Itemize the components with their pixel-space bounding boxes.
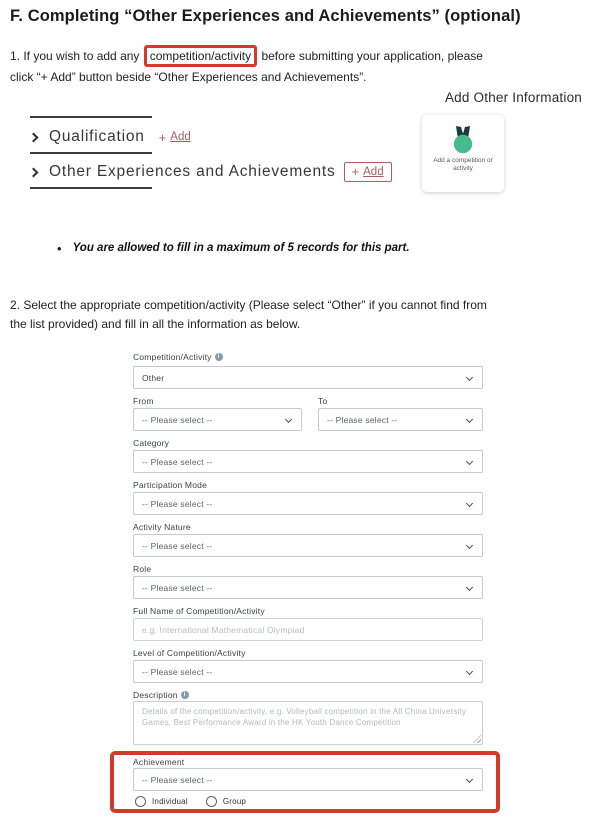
accordion-other-experiences[interactable] (30, 160, 392, 184)
select-chevron-icon (466, 458, 473, 465)
instruction-step-2 (10, 296, 595, 334)
level-label: Level of Competition/Activity (133, 648, 246, 658)
activity-nature-select[interactable]: -- Please select -- (133, 534, 483, 557)
add-other-experiences-link[interactable] (344, 162, 392, 182)
competition-activity-highlight-box (144, 45, 257, 67)
role-label: Role (133, 564, 152, 574)
select-chevron-icon (466, 542, 473, 549)
chevron-right-icon (29, 167, 39, 177)
achievement-select[interactable]: -- Please select -- (133, 768, 483, 791)
from-select[interactable]: -- Please select -- (133, 408, 302, 431)
participation-mode-select[interactable]: -- Please select -- (133, 492, 483, 515)
achievement-highlight-box (110, 751, 500, 813)
select-chevron-icon (466, 416, 473, 423)
full-name-label: Full Name of Competition/Activity (133, 606, 265, 616)
from-label: From (133, 396, 154, 406)
note-text: You are allowed to fill in a maximum of 5 records for this part. (72, 242, 410, 254)
info-icon[interactable]: i (215, 353, 223, 361)
role-select[interactable]: -- Please select -- (133, 576, 483, 599)
highlighted-text: competition/activity (149, 49, 252, 63)
select-chevron-icon (285, 416, 292, 423)
bullet-icon: • (57, 241, 62, 256)
accordion-qualification[interactable] (30, 125, 191, 149)
category-label: Category (133, 438, 170, 448)
page-title: F. Completing “Other Experiences and Achievements” (optional) (10, 7, 521, 25)
divider (30, 187, 152, 189)
activity-nature-label: Activity Nature (133, 522, 191, 532)
chevron-right-icon (29, 132, 39, 142)
participation-mode-label: Participation Mode (133, 480, 207, 490)
description-label: Description i (133, 690, 189, 700)
accordion-other-experiences-label: Other Experiences and Achievements (49, 163, 336, 180)
individual-radio-label: Individual (152, 797, 188, 806)
level-select[interactable]: -- Please select -- (133, 660, 483, 683)
step1-text-after: before submitting your application, please (258, 49, 483, 63)
add-qualification-link[interactable] (159, 130, 191, 145)
select-chevron-icon (466, 584, 473, 591)
info-icon[interactable]: i (181, 691, 189, 699)
instruction-step-1 (10, 45, 585, 87)
category-select[interactable]: -- Please select -- (133, 450, 483, 473)
step2-text-line1: 2. Select the appropriate competition/activity (Please select “Other” if you cannot find from (10, 298, 487, 312)
add-competition-card-label: Add a competition or activity (433, 157, 493, 172)
divider (30, 116, 152, 118)
note-bullet-row (57, 241, 557, 256)
add-qualification-link-label: Add (170, 131, 191, 143)
select-chevron-icon (466, 374, 473, 381)
add-other-information-title: Add Other Information (444, 90, 582, 105)
full-name-input[interactable] (133, 618, 483, 641)
competition-activity-label: Competition/Activity i (133, 352, 223, 362)
plus-icon: + (351, 164, 360, 179)
to-select[interactable]: -- Please select -- (318, 408, 483, 431)
achievement-label: Achievement (133, 757, 185, 767)
to-label: To (318, 396, 328, 406)
accordion-qualification-label: Qualification (49, 128, 145, 145)
step1-text-before: 1. If you wish to add any (10, 49, 143, 63)
group-radio-label: Group (222, 797, 247, 806)
competition-activity-select[interactable]: Other (133, 366, 483, 389)
plus-icon: + (158, 129, 167, 145)
description-textarea[interactable] (133, 701, 483, 745)
step2-text-line2: the list provided) and fill in all the information as below. (10, 317, 301, 331)
step1-text-line2: click “+ Add” button beside “Other Experiences and Achievements”. (10, 70, 367, 84)
description-field-wrap (133, 701, 483, 745)
divider (30, 152, 152, 154)
add-competition-card[interactable] (422, 115, 504, 192)
select-chevron-icon (466, 668, 473, 675)
add-other-experiences-link-label: Add (363, 165, 384, 178)
medal-icon (450, 126, 476, 154)
select-chevron-icon (466, 500, 473, 507)
